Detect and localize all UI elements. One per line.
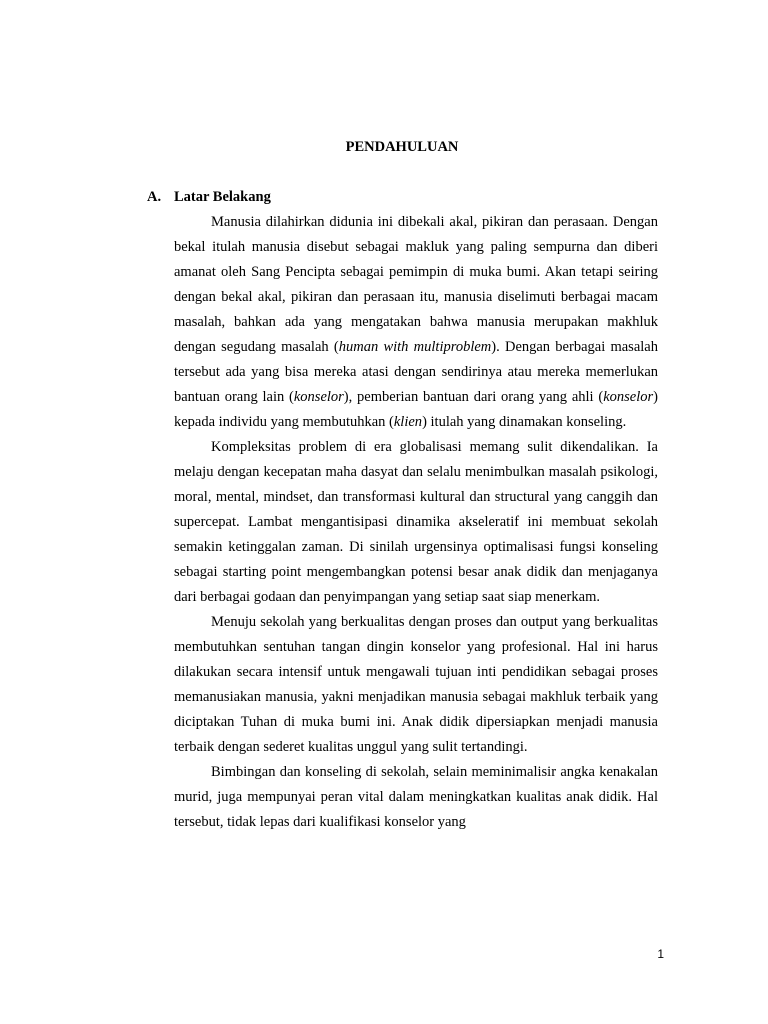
paragraph-1	[174, 210, 658, 435]
body-text	[174, 210, 658, 835]
page-title: PENDAHULUAN	[345, 139, 459, 155]
section-heading-text: Latar Belakang	[174, 189, 271, 205]
paragraph-4	[174, 760, 658, 835]
page-number: 1	[657, 947, 664, 961]
paragraph-1-text: ) itulah yang dinamakan konseling.	[422, 414, 627, 430]
paragraph-1-text: Manusia dilahirkan didunia ini dibekali akal, pikiran dan perasaan. Dengan bekal itulah manusia disebut sebagai makluk yang paling sempurna dan diberi amanat oleh Sang Pencipta sebagai pemimpin di muka bumi. Akan tetapi seiring dengan bekal akal, pikiran dan perasaan itu, manusia diselimuti berbagai macam masalah, bahkan ada yang mengatakan bahwa manusia merupakan makhluk dengan segudang masalah (	[174, 214, 658, 355]
section-letter: A.	[147, 189, 162, 205]
paragraph-3	[174, 610, 658, 760]
paragraph-3-text: Menuju sekolah yang berkualitas dengan proses dan output yang berkualitas membutuhkan sentuhan tangan dingin konselor yang profesional. Hal ini harus dilakukan secara intensif untuk mengawali tujuan inti pendidikan sebagai proses memanusiakan manusia, yakni menjadikan manusia sebagai makhluk terbaik yang diciptakan Tuhan di muka bumi ini. Anak didik dipersiapkan menjadi manusia terbaik dengan sederet kualitas unggul yang sulit tertandingi.	[174, 614, 658, 755]
paragraph-1-text: ) kepada individu yang membutuhkan (	[174, 389, 658, 430]
paragraph-1-text: ). Dengan berbagai masalah tersebut ada yang bisa mereka atasi dengan sendirinya atau mereka memerlukan bantuan orang lain (	[174, 339, 658, 405]
paragraph-2-text: Kompleksitas problem di era globalisasi memang sulit dikendalikan. Ia melaju dengan kecepatan maha dasyat dan selalu menimbulkan masalah psikologi, moral, mental, mindset, dan transformasi kultural dan structural yang canggih dan supercepat. Lambat mengantisipasi dinamika akseleratif ini membuat sekolah semakin ketinggalan zaman. Di sinilah urgensinya optimalisasi fungsi konseling sebagai starting point mengembangkan potensi besar anak didik dan menjaganya dari berbagai godaan dan penyimpangan yang setiap saat siap menerkam.	[174, 439, 658, 605]
paragraph-4-text: Bimbingan dan konseling di sekolah, selain meminimalisir angka kenakalan murid, juga mempunyai peran vital dalam meningkatkan kualitas anak didik. Hal tersebut, tidak lepas dari kualifikasi konselor yang	[174, 764, 658, 830]
paragraph-1-italic-term: klien	[393, 414, 423, 430]
paragraph-1-text: ), pemberian bantuan dari orang yang ahli (	[343, 389, 604, 405]
paragraph-1-italic-term: konselor	[603, 389, 654, 405]
paragraph-1-italic-term: konselor	[293, 389, 344, 405]
section-heading	[147, 188, 271, 206]
paragraph-2	[174, 435, 658, 610]
paragraph-1-italic-term: human with multiproblem	[338, 339, 492, 355]
